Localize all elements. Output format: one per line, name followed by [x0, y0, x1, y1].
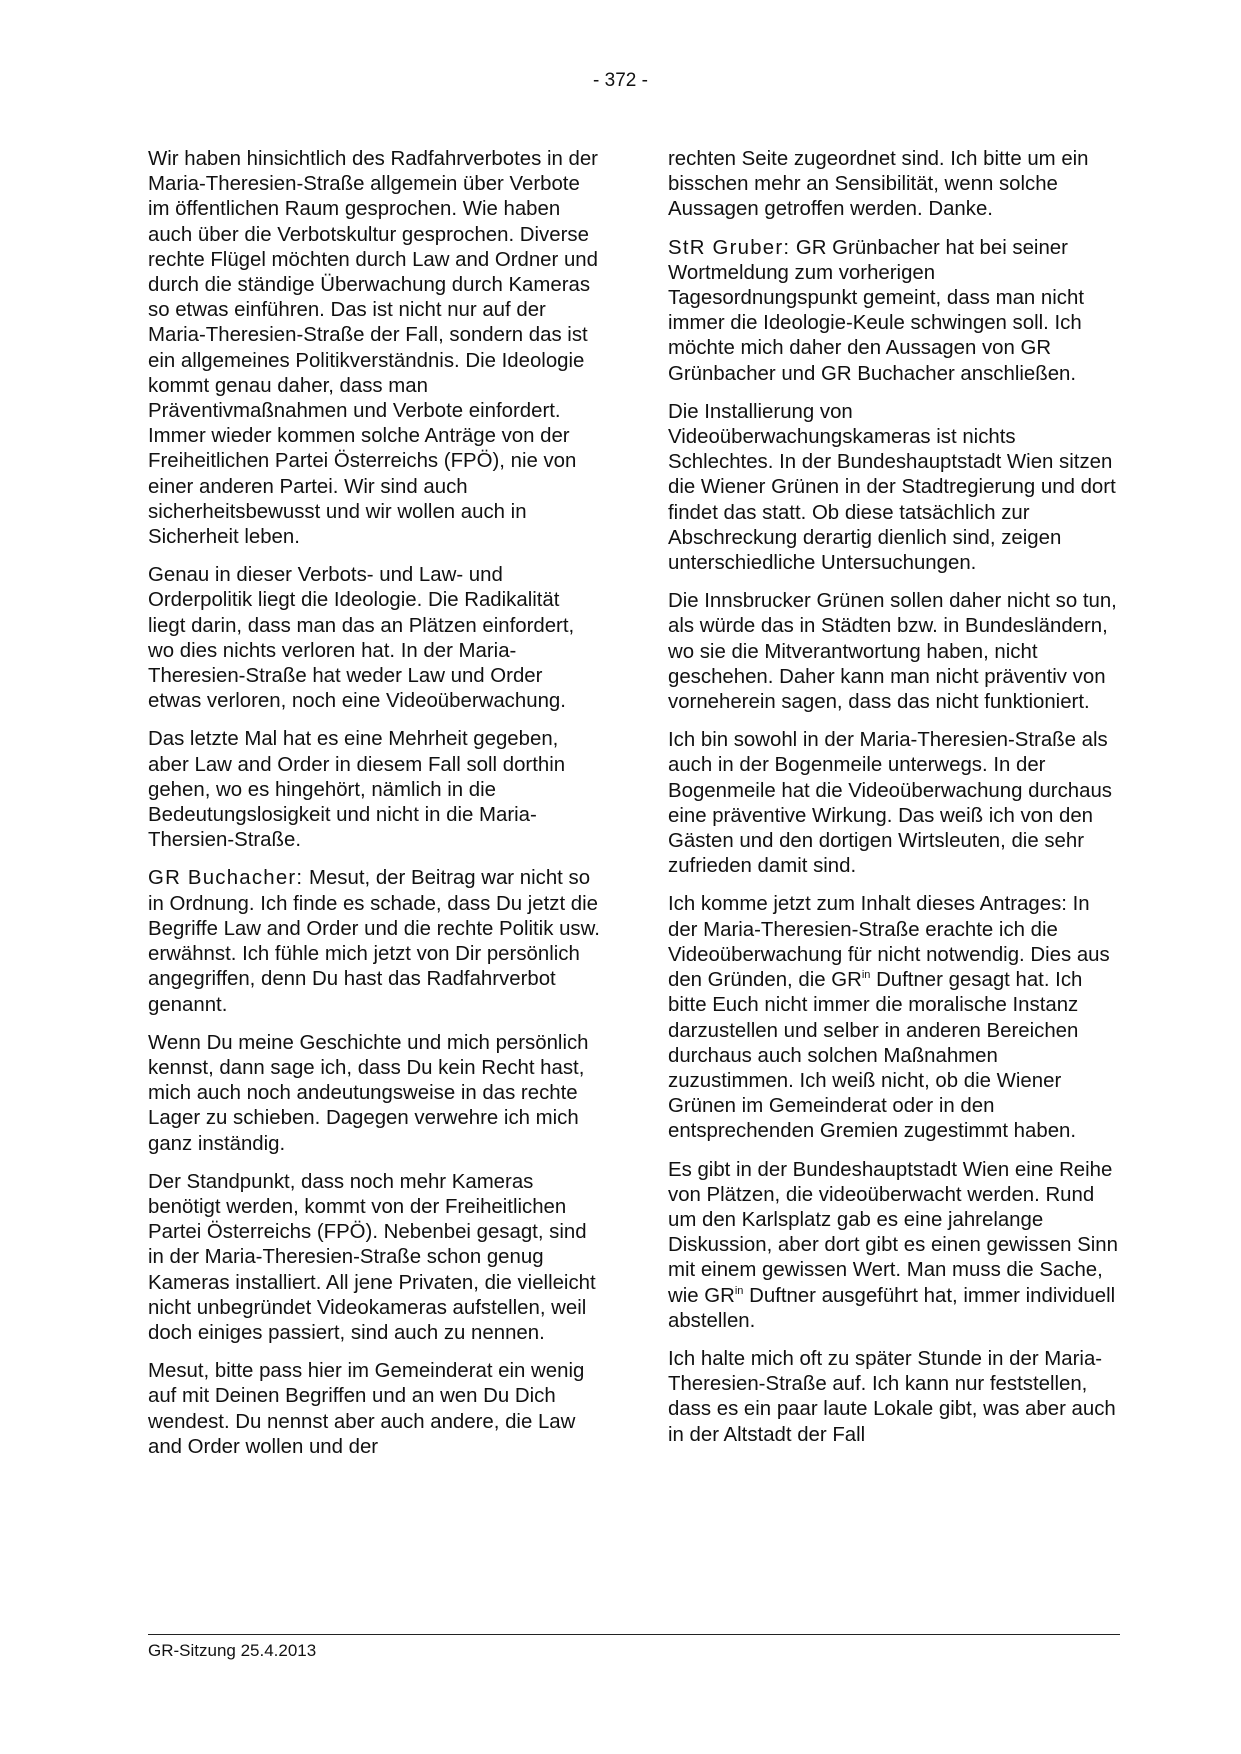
paragraph: Wenn Du meine Geschichte und mich persönlich kennst, dann sage ich, dass Du kein Recht hast, mich auch noch andeutungsweise in das rechte Lager zu schieben. Dagegen verwehre ich mich ganz inständig. — [148, 1031, 589, 1155]
paragraph-text: Es gibt in der Bundeshauptstadt Wien eine Reihe von Plätzen, die videoüberwacht werden. Rund um den Karlsplatz gab es eine jahrelange Diskussion, aber dort gibt es einen gewissen Sinn mit einem gewissen Wert. Man muss die Sache, wie GR — [668, 1158, 1118, 1307]
paragraph: Wir haben hinsichtlich des Radfahrverbotes in der Maria-Theresien-Straße allgemein über Verbote im öffentlichen Raum gesprochen. Wie haben auch über die Verbotskultur gesprochen. Diverse rechte Flügel möchten durch Law and Ordner und durch die ständige Überwachung durch Kameras so etwas einführen. Das ist nicht nur auf der Maria-Theresien-Straße der Fall, sondern das ist ein allgemeines Politikverständnis. Die Ideologie kommt genau daher, dass man Präventivmaßnahmen und Verbote einfordert. Immer wieder kommen solche Anträge von der Freiheitlichen Partei Österreichs (FPÖ), nie von einer anderen Partei. Wir sind auch sicherheitsbewusst und wir wollen auch in Sicherheit leben. — [148, 148, 598, 549]
paragraph: Das letzte Mal hat es eine Mehrheit gegeben, aber Law and Order in diesem Fall soll dorthin gehen, wo es hingehört, nämlich in die Bedeutungslosigkeit und nicht in die Maria-Thersien-Straße. — [148, 728, 566, 852]
page-number: - 372 - — [593, 70, 648, 91]
paragraph: Genau in dieser Verbots- und Law- und Orderpolitik liegt die Ideologie. Die Radikalität liegt darin, dass man das an Plätzen einfordert, wo dies nichts verloren hat. In der Maria-Theresien-Straße hat weder Law und Order etwas verloren, noch eine Videoüberwachung. — [148, 564, 575, 713]
paragraph: rechten Seite zugeordnet sind. Ich bitte um ein bisschen mehr an Sensibilität, wenn solche Aussagen getroffen werden. Danke. — [668, 148, 1089, 221]
paragraph — [148, 866, 600, 1017]
paragraph — [668, 236, 1120, 387]
paragraph: Die Innsbrucker Grünen sollen daher nicht so tun, als würde das in Städten bzw. in Bundesländern, wo sie die Mitverantwortung haben, nicht geschehen. Daher kann man nicht präventiv von vorneherein sagen, dass das nicht funktioniert. — [668, 590, 1117, 714]
paragraph: Die Installierung von Videoüberwachungskameras ist nichts Schlechtes. In der Bundeshauptstadt Wien sitzen die Wiener Grünen in der Stadtregierung und dort findet das statt. Ob diese tatsächlich zur Abschreckung derartig dienlich sind, zeigen unterschiedliche Untersuchungen. — [668, 400, 1116, 575]
speaker-label: GR Buchacher: — [148, 867, 304, 890]
paragraph-text: Duftner ausgeführt hat, immer individuell abstellen. — [668, 1284, 1116, 1332]
left-column — [148, 147, 600, 1473]
paragraph: Ich bin sowohl in der Maria-Theresien-Straße als auch in der Bogenmeile unterwegs. In der Bogenmeile hat die Videoüberwachung durchaus eine präventive Wirkung. Das weiß ich von den Gästen und den dortigen Wirtsleuten, die sehr zufrieden damit sind. — [668, 729, 1113, 878]
paragraph-text: Mesut, der Beitrag war nicht so in Ordnung. Ich finde es schade, dass Du jetzt die Begriffe Law and Order und die rechte Politik usw. erwähnst. Ich fühle mich jetzt von Dir persönlich angegriffen, denn Du hast das Radfahrverbot genannt. — [148, 867, 600, 1016]
right-column — [668, 147, 1120, 1461]
paragraph-text: Duftner gesagt hat. Ich bitte Euch nicht immer die moralische Instanz darzustellen und selber in anderen Bereichen durchaus auch solchen Maßnahmen zuzustimmen. Ich weiß nicht, ob die Wiener Grünen im Gemeinderat oder in den entsprechenden Gremien zugestimmt haben. — [668, 969, 1083, 1143]
superscript: in — [734, 1284, 744, 1297]
paragraph-text: Ich komme jetzt zum Inhalt dieses Antrages: In der Maria-Theresien-Straße erachte ich die Videoüberwachung für nicht notwendig. Dies aus den Gründen, die GR — [668, 893, 1110, 992]
footer-session-label: GR-Sitzung 25.4.2013 — [148, 1641, 317, 1660]
paragraph: Mesut, bitte pass hier im Gemeinderat ein wenig auf mit Deinen Begriffen und an wen Du Dich wendest. Du nennst aber auch andere, die Law and Order wollen und der — [148, 1360, 585, 1458]
paragraph: Der Standpunkt, dass noch mehr Kameras benötigt werden, kommt von der Freiheitlichen Partei Österreichs (FPÖ). Nebenbei gesagt, sind in der Maria-Theresien-Straße schon genug Kameras installiert. All jene Privaten, die vielleicht nicht unbegründet Videokameras aufstellen, weil doch einiges passiert, sind auch zu nennen. — [148, 1170, 596, 1344]
paragraph — [668, 892, 1120, 1144]
paragraph-text: GR Grünbacher hat bei seiner Wortmeldung zum vorherigen Tagesordnungspunkt gemeint, dass man nicht immer die Ideologie-Keule schwingen soll. Ich möchte mich daher den Aussagen von GR Grünbacher und GR Buchacher anschließen. — [668, 236, 1084, 385]
paragraph — [668, 1158, 1120, 1334]
footer-divider — [148, 1634, 1120, 1635]
paragraph: Ich halte mich oft zu später Stunde in der Maria-Theresien-Straße auf. Ich kann nur feststellen, dass es ein paar laute Lokale gibt, was aber auch in der Altstadt der Fall — [668, 1347, 1116, 1446]
superscript: in — [861, 969, 871, 982]
speaker-label: StR Gruber: — [668, 236, 791, 259]
